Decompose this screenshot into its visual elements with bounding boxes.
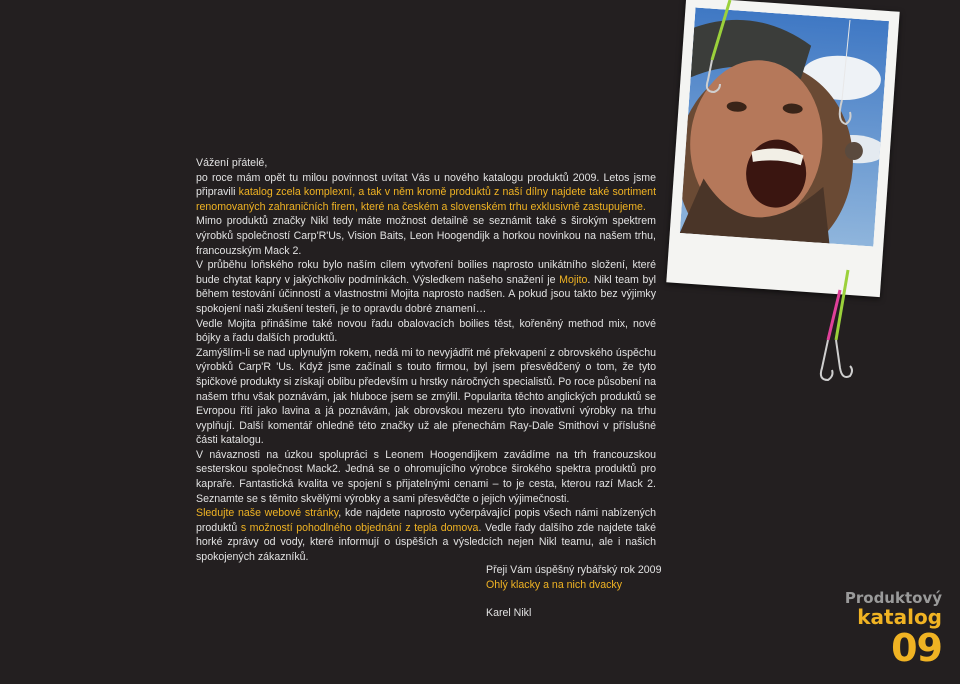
fishing-hook-icon	[690, 0, 910, 390]
paragraph-mojito	[196, 258, 656, 316]
web-text-a: , kde najdete naprosto vyčerpávající popis všech námi nabízených produktů	[196, 507, 656, 534]
website-link[interactable]: Sledujte naše webové stránky	[196, 507, 339, 520]
brand-line-produktovy: Produktový	[844, 589, 942, 607]
catalog-highlight: katalog zcela komplexní, a tak v něm kromě produktů z naší dílny najdete také sortiment renomovaných zahraničních firem, které na českém a slovenském trhu exklusivně zastupujeme.	[196, 186, 657, 213]
catalog-brand	[845, 590, 942, 668]
paragraph-carprus: Zamýšlím-li se nad uplynulým rokem, nedá mi to nevyjádřit mé překvapení z obrovského úspěchu výrobků Carp'R 'Us. Když jsme začínali s touto firmou, byl jsem přesvědčený o tom, že tyto špičkové produkty si získají oblibu především u hrstky náročných specialistů. Po roce působení na našem trhu však poznávám, jak hluboce jsem se zmýlil. Popularita těchto anglických produktů se Evropou řítí jako lavina a já poznávám, jak obrovskou mezeru tyto inovativní výrobky na trhu vyplňují. Další komentář ohledně této značky už ale přenechám Ray-Dale Smithovi v příslušné části katalogu.	[196, 346, 656, 447]
paragraph-mack2: V návaznosti na úzkou spolupráci s Leonem Hoogendijkem zavádíme na trh francouzskou sesterskou společnost Mack2. Jedná se o ohromujícího výrobce širokého spektra produktů pro kapraře. Fantastická kvalita ve spojení s přijatelnými cenami – to je cesta, kterou razí Mack 2. Seznamte se s těmito skvělými výrobky a sami přesvědčte o jejich výjimečnosti.	[196, 448, 656, 505]
brand-year: 09	[891, 626, 942, 670]
order-link[interactable]: s možností pohodlného objednání z tepla domova	[240, 521, 479, 534]
intro-text: po roce mám opět tu milou povinnost uvítat Vás u nového katalogu produktů 2009. Letos jsme připravili	[196, 171, 656, 199]
greeting: Vážení přátelé,	[196, 157, 268, 169]
closing-wish: Přeji Vám úspěšný rybářský rok 2009	[486, 564, 662, 576]
signature: Karel Nikl	[486, 607, 532, 619]
paragraph-new-products: Vedle Mojita přinášíme také novou řadu obalovacích boilies těst, kořeněný method mix, nové bójky a řadu dalších produktů.	[196, 317, 656, 345]
paragraph-web	[196, 506, 656, 564]
web-text-b: . Vedle řady dalšího zde najdete také horké zprávy od vody, které informují o úspěších a výsledcích nejen Nikl teamu, ale i našich spokojených zákazníků.	[196, 521, 656, 564]
mojito-link[interactable]: Mojito	[559, 273, 588, 286]
paragraph-brands: Mimo produktů značky Nikl tedy máte možnost detailně se seznámit také s širokým spektrem výrobků společností Carp'R'Us, Vision Baits, Leon Hoogendijk a horkou novinkou na našem trhu, francouzským Mack 2.	[196, 215, 656, 257]
closing-motto: Ohlý klacky a na nich dvacky	[486, 579, 623, 591]
letter-body	[196, 156, 656, 565]
closing	[486, 563, 686, 593]
mojito-text-b: . Nikl team byl během testování účinností a vlastnostmi Mojita naprosto nadšen. A pokud jsou takto bez výjimky spokojení naši zkušení testeři, je to opravdu dobré znamení…	[196, 273, 656, 315]
paragraph-intro	[196, 171, 656, 215]
brand-line-katalog: katalog	[857, 605, 942, 629]
mojito-text-a: V průběhu loňského roku bylo naším cílem vytvoření boilies naprosto unikátního složení, které bude chytat kapry v jakýchkoliv podmínkách. Výsledkem našeho snažení je	[196, 259, 656, 286]
